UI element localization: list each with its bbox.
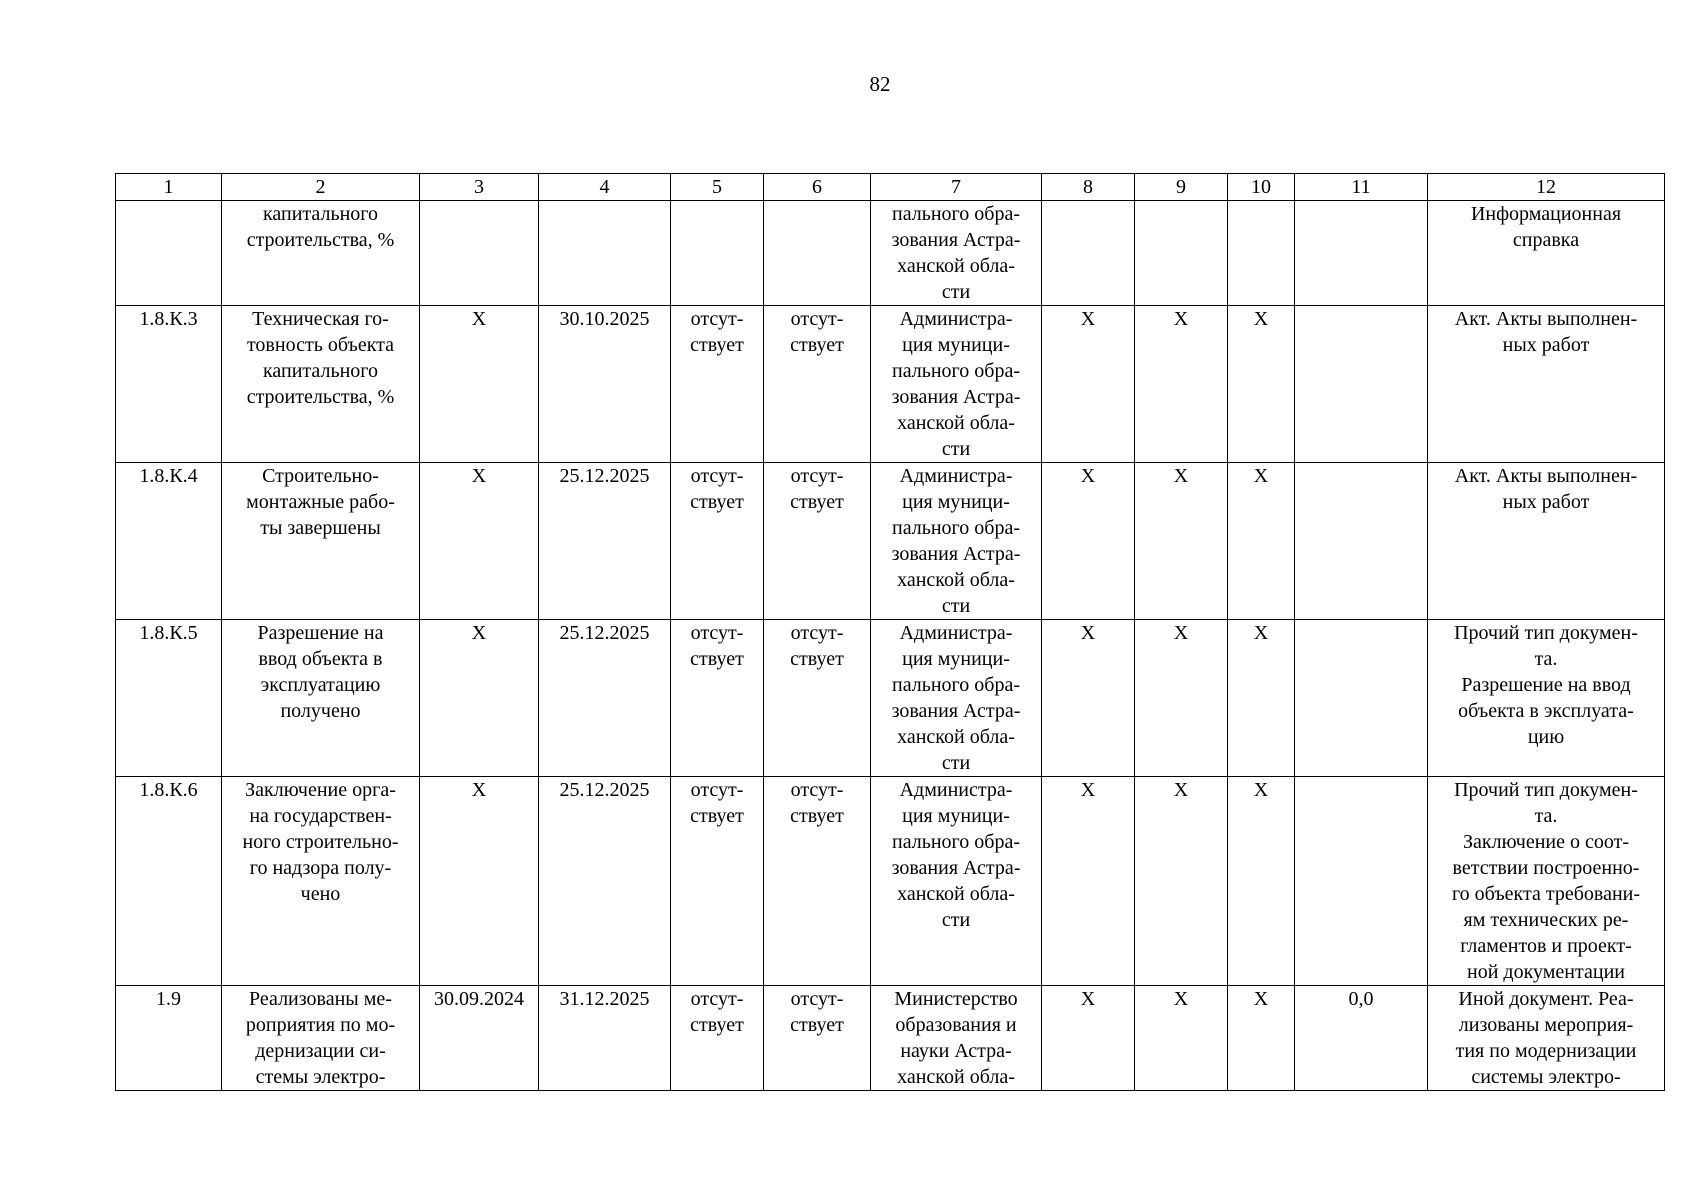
data-table <box>115 173 1665 1091</box>
column-header: 2 <box>222 174 420 201</box>
row-number-cell: 1.8.К.5 <box>116 620 222 777</box>
end-date-cell: 25.12.2025 <box>539 777 671 986</box>
column-header: 9 <box>1135 174 1228 201</box>
row-number-cell: 1.8.К.4 <box>116 463 222 620</box>
column-header: 5 <box>671 174 764 201</box>
table-row <box>116 986 1665 1091</box>
responsible-cell: Администра- ция муници- пального обра- зования Астра- ханской обла- сти <box>871 463 1042 620</box>
page-number: 82 <box>869 72 891 96</box>
responsible-cell: Администра- ция муници- пального обра- зования Астра- ханской обла- сти <box>871 620 1042 777</box>
column-5-cell <box>671 201 764 306</box>
responsible-cell: Министерство образования и науки Астра- ханской обла- <box>871 986 1042 1091</box>
table-row <box>116 463 1665 620</box>
row-number-cell: 1.8.К.6 <box>116 777 222 986</box>
column-header: 4 <box>539 174 671 201</box>
column-9-cell: Х <box>1135 620 1228 777</box>
column-header: 8 <box>1042 174 1135 201</box>
start-date-cell: Х <box>420 777 539 986</box>
column-6-cell: отсут- ствует <box>764 620 871 777</box>
table-row <box>116 620 1665 777</box>
column-9-cell <box>1135 201 1228 306</box>
column-header: 1 <box>116 174 222 201</box>
indicator-name-cell: Реализованы ме- роприятия по мо- дернизации си- стемы электро- <box>222 986 420 1091</box>
end-date-cell: 25.12.2025 <box>539 463 671 620</box>
row-number-cell: 1.9 <box>116 986 222 1091</box>
responsible-cell: Администра- ция муници- пального обра- зования Астра- ханской обла- сти <box>871 306 1042 463</box>
column-5-cell: отсут- ствует <box>671 306 764 463</box>
indicator-name-cell: Строительно- монтажные рабо- ты завершены <box>222 463 420 620</box>
indicator-name-cell: Заключение орга- на государствен- ного строительно- го надзора полу- чено <box>222 777 420 986</box>
start-date-cell <box>420 201 539 306</box>
start-date-cell: Х <box>420 463 539 620</box>
end-date-cell: 31.12.2025 <box>539 986 671 1091</box>
column-6-cell: отсут- ствует <box>764 777 871 986</box>
document-type-cell: Иной документ. Реа- лизованы мероприя- тия по модернизации системы электро- <box>1428 986 1665 1091</box>
column-10-cell: Х <box>1228 986 1295 1091</box>
column-9-cell: Х <box>1135 463 1228 620</box>
column-header: 6 <box>764 174 871 201</box>
column-8-cell: Х <box>1042 463 1135 620</box>
end-date-cell <box>539 201 671 306</box>
column-5-cell: отсут- ствует <box>671 986 764 1091</box>
column-header: 11 <box>1295 174 1428 201</box>
column-8-cell: Х <box>1042 777 1135 986</box>
column-11-cell <box>1295 201 1428 306</box>
start-date-cell: Х <box>420 306 539 463</box>
indicator-name-cell: Техническая го- товность объекта капитального строительства, % <box>222 306 420 463</box>
document-type-cell: Информационная справка <box>1428 201 1665 306</box>
column-6-cell: отсут- ствует <box>764 986 871 1091</box>
row-number-cell: 1.8.К.3 <box>116 306 222 463</box>
column-11-cell <box>1295 777 1428 986</box>
column-10-cell: Х <box>1228 463 1295 620</box>
start-date-cell: 30.09.2024 <box>420 986 539 1091</box>
column-10-cell <box>1228 201 1295 306</box>
column-8-cell: Х <box>1042 620 1135 777</box>
table-row <box>116 777 1665 986</box>
document-type-cell: Прочий тип докумен- та. Разрешение на ввод объекта в эксплуата- цию <box>1428 620 1665 777</box>
column-header: 10 <box>1228 174 1295 201</box>
column-8-cell <box>1042 201 1135 306</box>
column-9-cell: Х <box>1135 306 1228 463</box>
column-5-cell: отсут- ствует <box>671 620 764 777</box>
indicator-name-cell: капитального строительства, % <box>222 201 420 306</box>
table-row <box>116 306 1665 463</box>
column-6-cell <box>764 201 871 306</box>
column-5-cell: отсут- ствует <box>671 777 764 986</box>
column-number-row <box>116 174 1665 201</box>
column-6-cell: отсут- ствует <box>764 463 871 620</box>
column-10-cell: Х <box>1228 620 1295 777</box>
column-11-cell <box>1295 620 1428 777</box>
column-10-cell: Х <box>1228 306 1295 463</box>
column-11-cell <box>1295 306 1428 463</box>
column-11-cell: 0,0 <box>1295 986 1428 1091</box>
responsible-cell: пального обра- зования Астра- ханской обла- сти <box>871 201 1042 306</box>
end-date-cell: 25.12.2025 <box>539 620 671 777</box>
document-type-cell: Акт. Акты выполнен- ных работ <box>1428 463 1665 620</box>
end-date-cell: 30.10.2025 <box>539 306 671 463</box>
column-9-cell: Х <box>1135 777 1228 986</box>
table-row <box>116 201 1665 306</box>
column-11-cell <box>1295 463 1428 620</box>
column-header: 3 <box>420 174 539 201</box>
column-5-cell: отсут- ствует <box>671 463 764 620</box>
column-9-cell: Х <box>1135 986 1228 1091</box>
row-number-cell <box>116 201 222 306</box>
start-date-cell: Х <box>420 620 539 777</box>
responsible-cell: Администра- ция муници- пального обра- зования Астра- ханской обла- сти <box>871 777 1042 986</box>
column-6-cell: отсут- ствует <box>764 306 871 463</box>
document-type-cell: Акт. Акты выполнен- ных работ <box>1428 306 1665 463</box>
column-8-cell: Х <box>1042 986 1135 1091</box>
column-header: 7 <box>871 174 1042 201</box>
indicator-name-cell: Разрешение на ввод объекта в эксплуатацию получено <box>222 620 420 777</box>
column-10-cell: Х <box>1228 777 1295 986</box>
column-8-cell: Х <box>1042 306 1135 463</box>
document-type-cell: Прочий тип докумен- та. Заключение о соот- ветствии построенно- го объекта требовани- ям технических ре- гламентов и проект- ной документации <box>1428 777 1665 986</box>
column-header: 12 <box>1428 174 1665 201</box>
